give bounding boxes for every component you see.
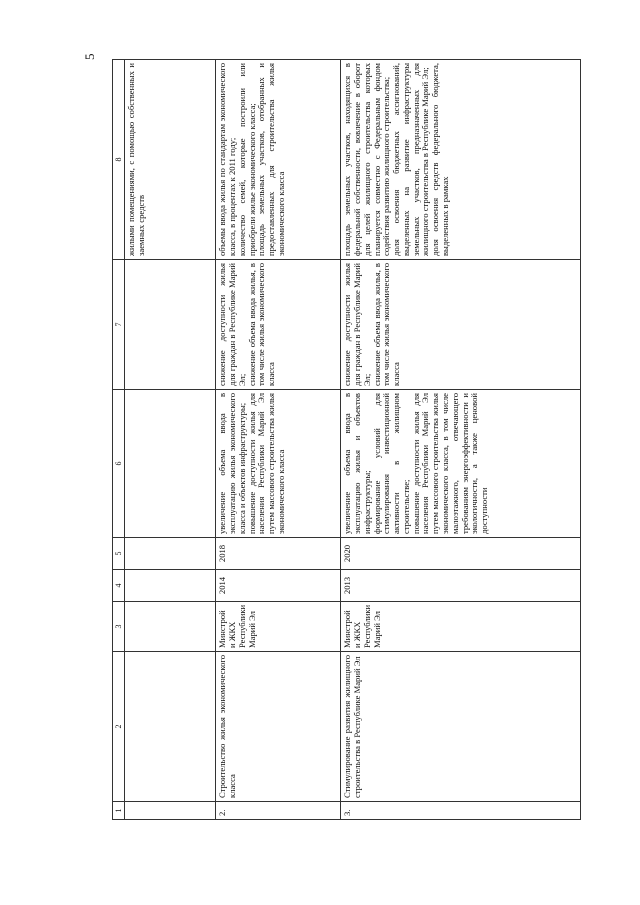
column-number: 3 [113, 602, 125, 652]
start-year: 2014 [216, 570, 341, 602]
responsible-executor [125, 602, 216, 652]
table-row [341, 60, 581, 820]
table-row [125, 60, 216, 820]
end-year [125, 538, 216, 570]
column-number: 2 [113, 652, 125, 802]
row-number: 2. [216, 802, 341, 820]
end-year: 2020 [341, 538, 581, 570]
column-number: 7 [113, 260, 125, 390]
expected-result [125, 390, 216, 538]
activity-name [125, 652, 216, 802]
column-number-row [113, 60, 125, 820]
related-indicators: жилыми помещениями, с помощью собственных и заемных средств [125, 60, 216, 260]
responsible-executor: Минстрой и ЖКХ Республики Марий Эл [341, 602, 581, 652]
start-year [125, 570, 216, 602]
row-number: 3. [341, 802, 581, 820]
non-implementation-consequences [125, 260, 216, 390]
non-implementation-consequences: снижение доступности жилья для граждан в Республике Марий Эл; снижение объема ввода жилья, в том числе жилья экономического класса [216, 260, 341, 390]
row-number [125, 802, 216, 820]
expected-result: увеличение объема ввода в эксплуатацию жилья и объектов инфраструктуры; формирование условий для стимулирования инвестиционной активности в жилищном строительстве; повышение доступности жилья для населения Республики Марий Эл путем массового строительства жилья экономического класса, в том числе малоэтажного, отвечающего требованиям энергоэффективности и экологичности, а также ценовой доступности [341, 390, 581, 538]
responsible-executor: Минстрой и ЖКХ Республики Марий Эл [216, 602, 341, 652]
end-year: 2018 [216, 538, 341, 570]
related-indicators: объемы ввода жилья по стандартам экономического класса, в процентах к 2011 году; количество семей, которые построили или приобрели жилье экономического класса; площадь земельных участков, отобранных и предоставленных для строительства жилья экономического класса [216, 60, 341, 260]
activity-name: Строительство жилья экономического класса [216, 652, 341, 802]
activity-name: Стимулирование развития жилищного строительства в Республике Марий Эл [341, 652, 581, 802]
expected-result: увеличение объема ввода в эксплуатацию жилья экономического класса и объектов инфраструктуры; повышение доступности жилья для населения Республики Марий Эл путем массового строительства жилья экономического класса [216, 390, 341, 538]
page-number: 5 [82, 53, 97, 60]
program-activities-table [112, 59, 581, 820]
table-row [216, 60, 341, 820]
non-implementation-consequences: снижение доступности жилья для граждан в Республике Марий Эл; снижение объема ввода жилья, в том числе жилья экономического класса [341, 260, 581, 390]
start-year: 2013 [341, 570, 581, 602]
column-number: 8 [113, 60, 125, 260]
column-number: 6 [113, 390, 125, 538]
column-number: 5 [113, 538, 125, 570]
document-sheet [112, 60, 592, 820]
column-number: 1 [113, 802, 125, 820]
column-number: 4 [113, 570, 125, 602]
related-indicators: площадь земельных участков, находящихся в федеральной собственности, вовлечение в оборот для целей жилищного строительства которых планируется совместно с Федеральным фондом содействия развитию жилищного строительства; доля освоения бюджетных ассигнований, выделенных на развитие инфраструктуры земельных участков, предназначенных для жилищного строительства в Республике Марий Эл; доля освоения средств федерального бюджета, выделенных в рамках [341, 60, 581, 260]
